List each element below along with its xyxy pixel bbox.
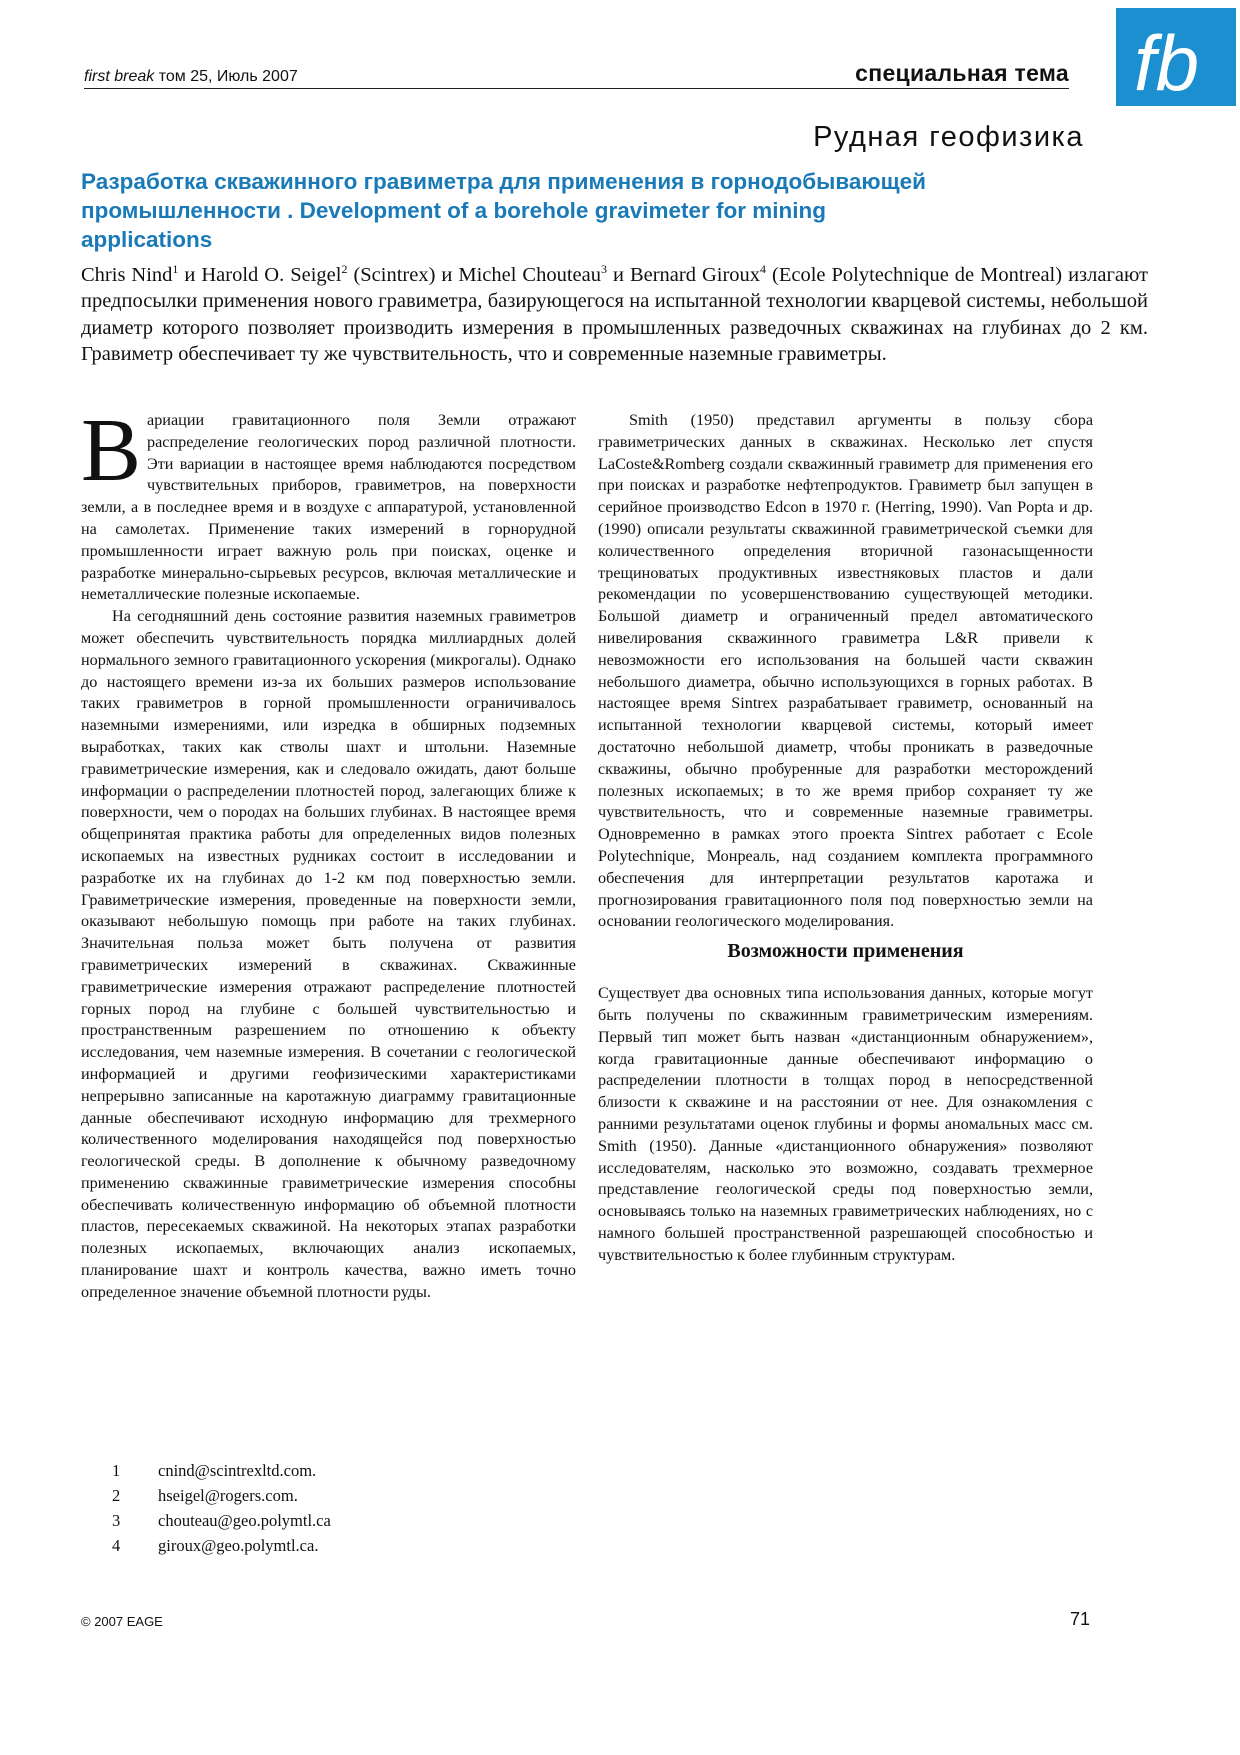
author-4-sup: 4 (760, 262, 767, 276)
paragraph-text: ариации гравитационного поля Земли отражают распределение геологических пород различной плотности. Эти вариации в настоящее время наблюдаются посредством чувствительных приборов, гравиметров, на поверхности земли, а в последнее время и в воздухе с аппаратурой, установленной на самолетах. Применение таких измерений в горнорудной промышленности играет важную роль при поисках, оценке и разработке минерально-сырьевых ресурсов, включая металлические и неметаллические полезные ископаемые. (81, 411, 576, 604)
conj-3: и (612, 263, 624, 286)
logo-text: fb (1134, 19, 1200, 106)
conj-1: и (184, 263, 196, 286)
author-3: Michel Chouteau (458, 263, 601, 286)
journal-issue (84, 68, 298, 86)
article-lead (81, 256, 1148, 368)
lead-text: излагают предпосылки применения нового гравиметра, базирующегося на испытанной технологии кварцевой системы, небольшой диаметр которого позволяет производить измерения в промышленных разведочных скважинах на глубинах до 2 км. Гравиметр обеспечивает ту же чувствительность, что и современные наземные гравиметры. (81, 263, 1148, 366)
drop-cap: В (81, 401, 142, 500)
logo-graphic (1116, 8, 1236, 106)
footnote-email: cnind@scintrexltd.com. (158, 1461, 317, 1480)
copyright: © 2007 EAGE (81, 1614, 163, 1629)
author-3-sup: 3 (601, 262, 607, 276)
affiliation-2: (Ecole Polytechnique de Montreal) (772, 263, 1063, 286)
footnote (112, 1483, 331, 1508)
article-title: Разработка скважинного гравиметра для применения в горнодобывающей промышленности . Development of a borehole gravimeter for mining applications (81, 169, 926, 252)
page-number: 71 (1070, 1609, 1091, 1629)
issue-info: том 25, Июль 2007 (158, 68, 298, 85)
author-1-sup: 1 (172, 262, 179, 276)
first-break-logo (1116, 8, 1236, 106)
footnote-number: 1 (112, 1461, 121, 1480)
running-header (84, 62, 1069, 89)
footnote-number: 3 (112, 1511, 121, 1530)
footnote-email: giroux@geo.polymtl.ca. (158, 1536, 319, 1555)
footnote-number: 4 (112, 1536, 121, 1555)
subheading: Возможности применения (727, 940, 964, 963)
footnote-email: chouteau@geo.polymtl.ca (158, 1511, 331, 1530)
footnote (112, 1508, 331, 1533)
body-column-right (598, 410, 1093, 1266)
author-2: Harold O. Seigel (201, 263, 342, 286)
footnotes (112, 1458, 331, 1558)
author-4: Bernard Giroux (629, 263, 761, 286)
affiliation-1: (Scintrex) (353, 263, 436, 286)
paragraph: Существует два основных типа использования данных, которые могут быть получены по скважинным гравиметрическим измерениям. Первый тип может быть назван «дистанционным обнаружением», когда гравитационные данные обеспечивают информацию о распределении плотности в толщах пород в непосредственной близости к скважине и на расстоянии от нее. Для ознакомления с ранними результатами оценок глубины и формы аномальных масс см. Smith (1950). Данные «дистанционного обнаружения» позволяют исследователям, насколько это возможно, создавать трехмерное представление геологической среды под поверхностью земли, основываясь только на наземных гравиметрических наблюдениях, но с намного большей пространственной разрешающей способностью и чувствительностью к более глубинным структурам. (598, 984, 1093, 1264)
footnote-number: 2 (112, 1486, 121, 1505)
paragraph (81, 401, 576, 606)
footnote (112, 1458, 331, 1483)
footnote-email: hseigel@rogers.com. (158, 1486, 298, 1505)
journal-name: first break (84, 68, 155, 85)
paragraph: На сегодняшний день состояние развития наземных гравиметров может обеспечить чувствительность порядка миллиардных долей нормального земного гравитационного ускорения (микрогалы). Однако до настоящего времени из-за их больших размеров использование таких гравиметров в горной промышленности ограничивалось наземными измерениями, или изредка в обширных подземных выработках, таких как стволы шахт и штольни. Наземные гравиметрические измерения, как и следовало ожидать, дают больше информации о распределении плотностей пород, залегающих ближе к поверхности, чем о породах на больших глубинах. В настоящее время общепринятая практика работы для определенных видов полезных ископаемых на известных рудниках состоит в исследовании и разработке их на глубинах до 1-2 км под поверхностью земли. Гравиметрические измерения, проведенные на поверхности земли, оказывают небольшую помощь при работе на таких глубинах. Значительная польза может быть получена от развития гравиметрических измерений в скважинах. Скважинные гравиметрические измерения отражают распределение плотностей горных пород на глубине с большей чувствительностью и пространственным разрешением по отношению к объекту исследования, чем наземные измерения. В сочетании с геологической информацией и другими геофизическими характеристиками непрерывно записанные на каротажную диаграмму гравитационные данные обеспечивают исходную информацию для трехмерного количественного моделирования находящейся под поверхностью геологической среды. В дополнение к обычному разведочному применению скважинные гравиметрические измерения способны обеспечивать количественную информацию об объемной плотности пластов, пересекаемых скважиной. На некоторых этапах разработки полезных ископаемых, включающих анализ ископаемых, планирование шахт и контроль качества, важно иметь точно определенное значение объемной плотности руды. (81, 607, 576, 1301)
footnote (112, 1533, 331, 1558)
body-column-left (81, 401, 576, 1304)
conj-2: и (441, 263, 453, 286)
section-label: специальная тема (855, 60, 1069, 86)
section-title: Рудная геофизика (813, 121, 1084, 153)
paragraph: Smith (1950) представил аргументы в пользу сбора гравиметрических данных в скважинах. Несколько лет спустя LaCoste&Romberg создали скважинный гравиметр для применения его при поисках и разработке нефтепродуктов. Гравиметр был запущен в серийное производство Edcon в 1970 г. (Herring, 1990). Van Popta и др. (1990) описали результаты скважинной гравиметрической съемки для количественного определения вторичной газонасыщенности трещиноватых продуктивных известняковых пластов и дали рекомендации по усовершенствованию существующей методики. Большой диаметр и ограниченный предел автоматического нивелирования скважинного гравиметра L&R привели к невозможности его использования на большей части скважин небольшого диаметра, обычно использующихся в горных работах. В настоящее время Sintrex разрабатывает гравиметр, основанный на испытанной технологии кварцевой системы, который имеет достаточно небольшой диаметр, чтобы проникать в разведочные скважины, обычно пробуренные для разработки месторождений полезных ископаемых; в то же время прибор сохраняет ту же чувствительность, что и современные наземные гравиметры. Одновременно в рамках этого проекта Sintrex работает с Ecole Polytechnique, Монреаль, над созданием комплекта программного обеспечения для интерпретации результатов каротажа и прогнозирования гравитационного поля под поверхностью земли на основании геологического моделирования. (598, 411, 1093, 931)
author-2-sup: 2 (341, 262, 348, 276)
author-1: Chris Nind (81, 263, 173, 286)
